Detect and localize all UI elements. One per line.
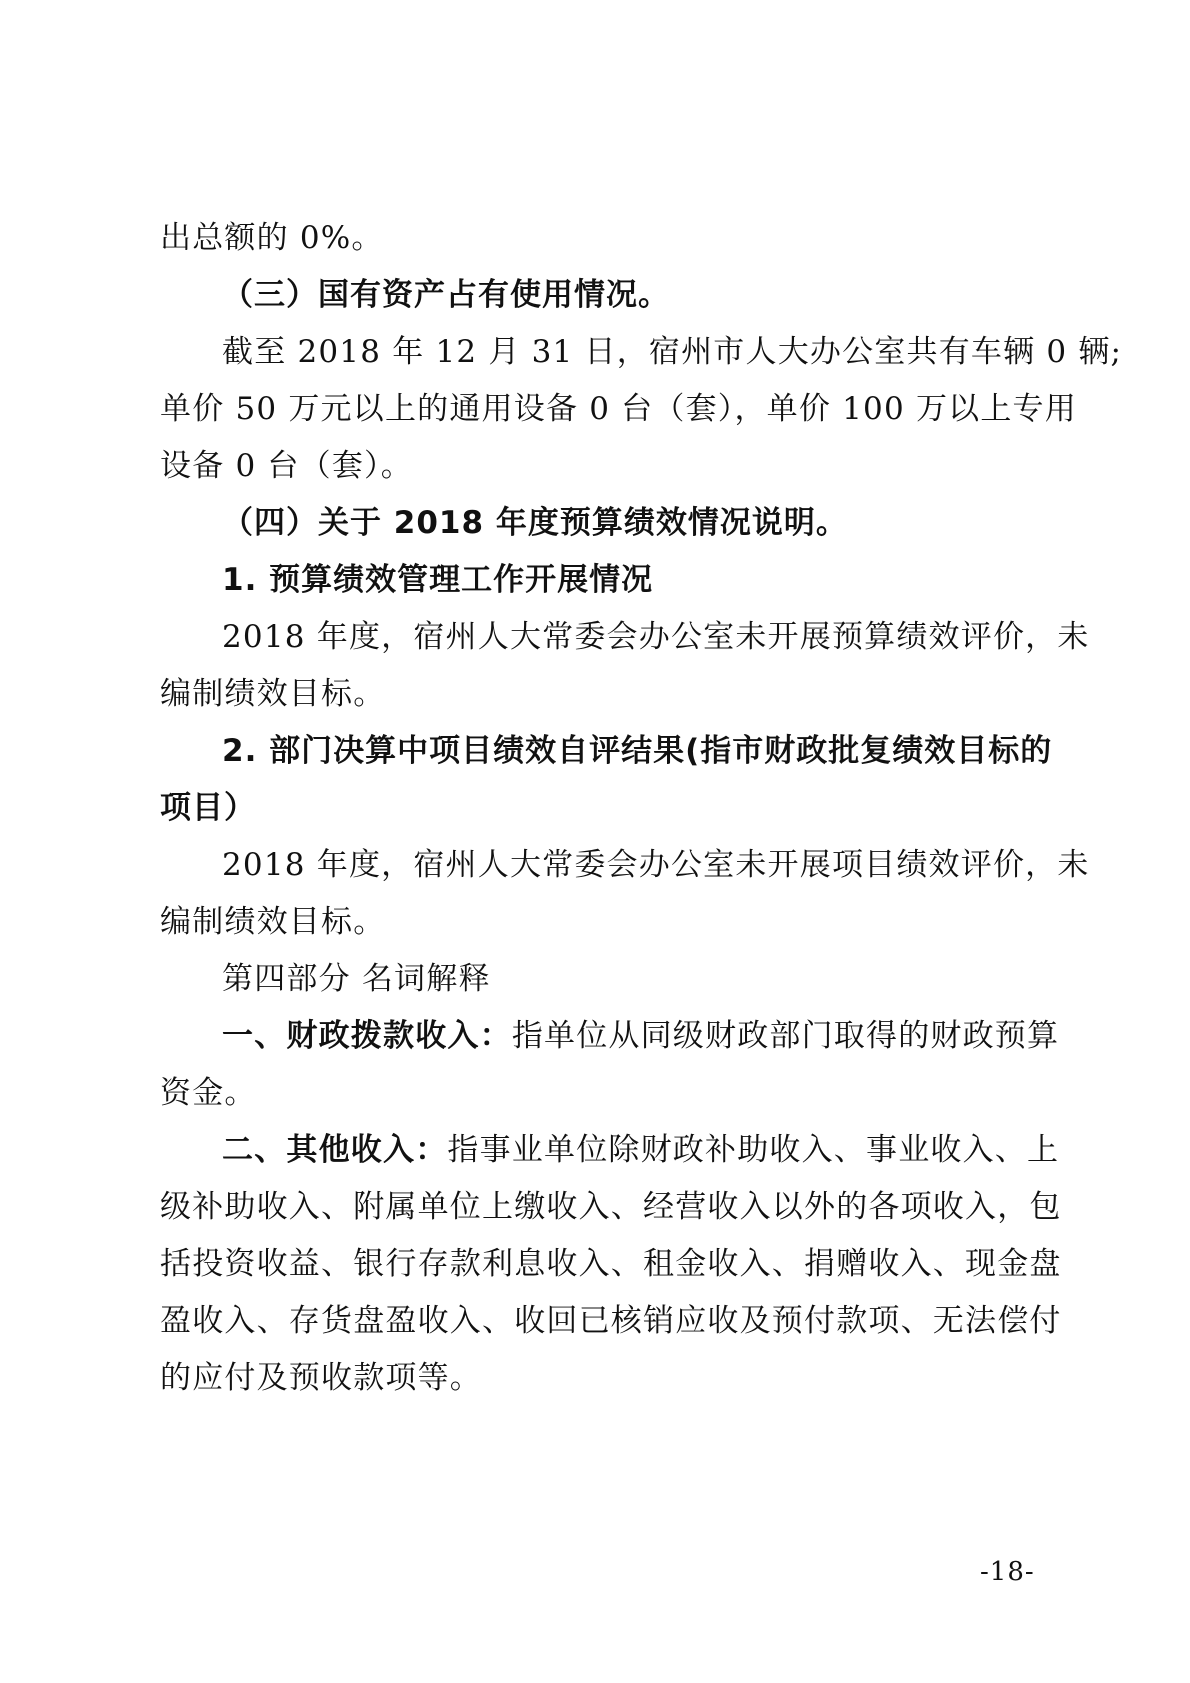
paragraph-line: 级补助收入、附属单位上缴收入、经营收入以外的各项收入，包 [160, 1189, 1062, 1225]
term-label: 一、财政拨款收入： [222, 1018, 512, 1054]
paragraph-line: 的应付及预收款项等。 [160, 1360, 482, 1396]
paragraph-line: 出总额的 0%。 [160, 220, 384, 256]
page-number: -18- [980, 1557, 1035, 1587]
term-text: 指事业单位除财政补助收入、事业收入、上 [447, 1132, 1060, 1168]
term-label: 二、其他收入： [222, 1132, 448, 1168]
subheading-1: 1. 预算绩效管理工作开展情况 [222, 562, 654, 598]
subheading-2: 2. 部门决算中项目绩效自评结果(指市财政批复绩效目标的 [222, 733, 1053, 769]
section-heading-3: （三）国有资产占有使用情况。 [222, 277, 670, 313]
paragraph-line: 2018 年度，宿州人大常委会办公室未开展预算绩效评价，未 [222, 619, 1090, 655]
paragraph-line: 截至 2018 年 12 月 31 日，宿州市人大办公室共有车辆 0 辆; [222, 334, 1123, 370]
paragraph-line: 编制绩效目标。 [160, 904, 386, 940]
term-text: 指单位从同级财政部门取得的财政预算 [511, 1018, 1060, 1054]
paragraph-line: 括投资收益、银行存款利息收入、租金收入、捐赠收入、现金盘 [160, 1246, 1062, 1282]
paragraph-line: 资金。 [160, 1075, 257, 1111]
part-heading: 第四部分 名词解释 [222, 961, 491, 997]
paragraph-line: 单价 50 万元以上的通用设备 0 台（套），单价 100 万以上专用 [160, 391, 1077, 427]
subheading-2-continued: 项目） [160, 790, 256, 826]
paragraph-line: 2018 年度，宿州人大常委会办公室未开展项目绩效评价，未 [222, 847, 1090, 883]
paragraph-line: 盈收入、存货盘盈收入、收回已核销应收及预付款项、无法偿付 [160, 1303, 1062, 1339]
section-heading-4: （四）关于 2018 年度预算绩效情况说明。 [222, 505, 848, 541]
paragraph-line: 编制绩效目标。 [160, 676, 386, 712]
term-definition [222, 1016, 1060, 1056]
paragraph-line: 设备 0 台（套）。 [160, 448, 413, 484]
term-definition [222, 1130, 1060, 1170]
